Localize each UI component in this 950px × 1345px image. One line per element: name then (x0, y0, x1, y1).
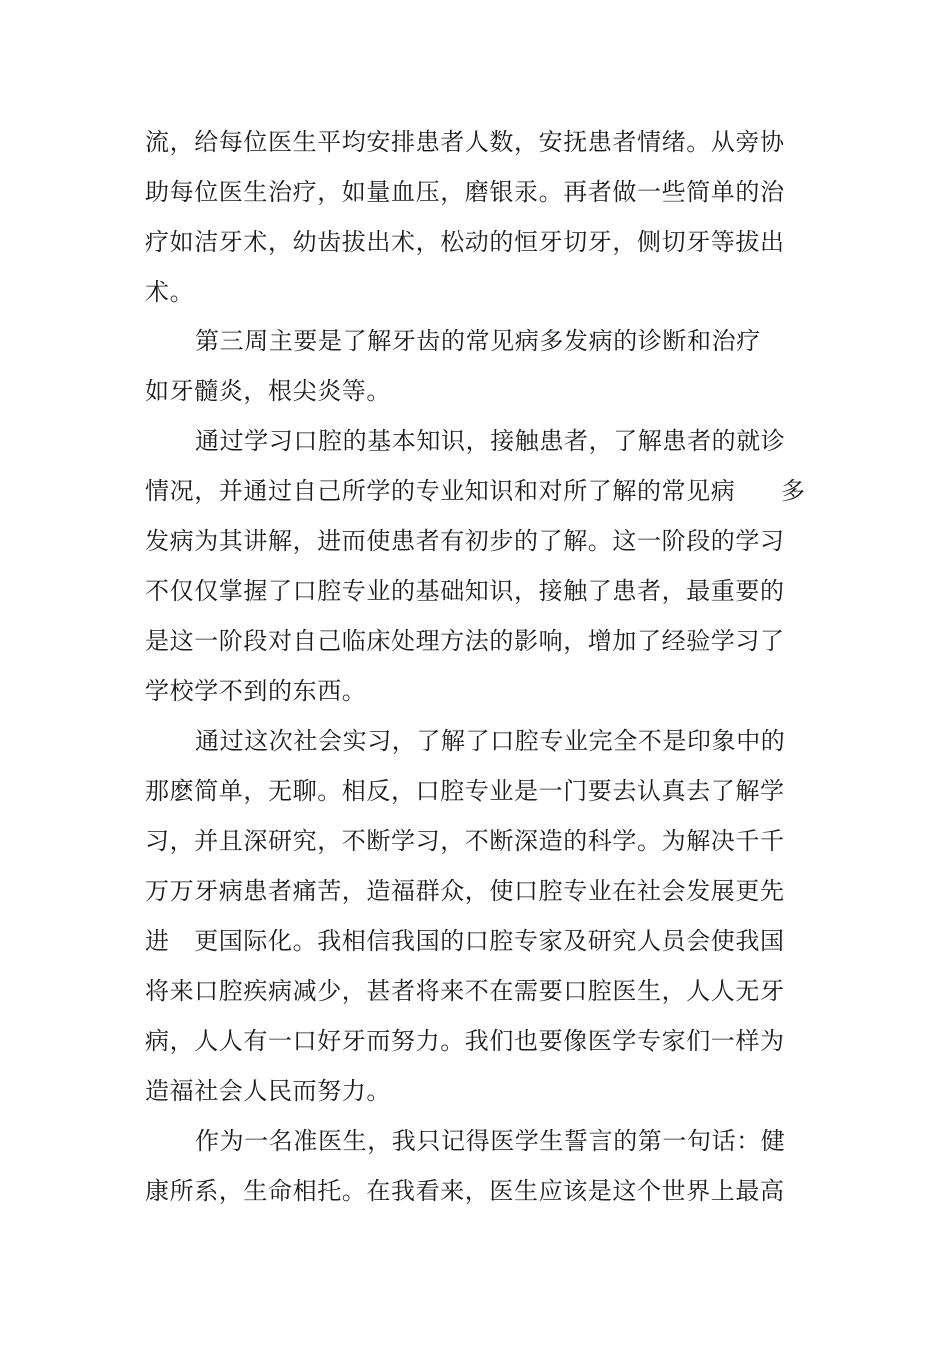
text-line: 情况，并通过自己所学的专业知识和对所了解的常见病 (145, 477, 736, 505)
paragraph-first-line: 作为一名准医生，我只记得医学生誓言的第一句话：健 (195, 1127, 786, 1155)
text-line: 进 更国际化。我相信我国的口腔专家及研究人员会使我国 (145, 927, 785, 955)
stray-character: 多 (781, 477, 805, 505)
text-line: 如牙髓炎，根尖炎等。 (145, 377, 391, 405)
text-line: 将来口腔疾病减少，甚者将来不在需要口腔医生，人人无牙 (145, 977, 785, 1005)
text-line: 康所系，生命相托。在我看来，医生应该是这个世界上最高 (145, 1177, 785, 1205)
text-line: 助每位医生治疗，如量血压，磨银汞。再者做一些简单的治 (145, 178, 785, 206)
text-line: 术。 (145, 278, 195, 306)
paragraph-first-line: 第三周主要是了解牙齿的常见病多发病的诊断和治疗 (195, 327, 761, 355)
text-line: 万万牙病患者痛苦，造福群众，使口腔专业在社会发展更先 (145, 877, 785, 905)
text-line: 疗如洁牙术，幼齿拔出术，松动的恒牙切牙，侧切牙等拔出 (145, 228, 785, 256)
text-line: 流，给每位医生平均安排患者人数，安抚患者情绪。从旁协 (145, 128, 785, 156)
text-line: 发病为其讲解，进而使患者有初步的了解。这一阶段的学习 (145, 527, 785, 555)
text-line: 是这一阶段对自己临床处理方法的影响，增加了经验学习了 (145, 627, 785, 655)
paragraph-first-line: 通过这次社会实习，了解了口腔专业完全不是印象中的 (195, 727, 786, 755)
text-line: 习，并且深研究，不断学习，不断深造的科学。为解决千千 (145, 827, 785, 855)
paragraph-first-line: 通过学习口腔的基本知识，接触患者，了解患者的就诊 (195, 427, 786, 455)
text-line: 学校学不到的东西。 (145, 677, 367, 705)
text-line: 那麽简单，无聊。相反，口腔专业是一门要去认真去了解学 (145, 777, 785, 805)
text-line: 病，人人有一口好牙而努力。我们也要像医学专家们一样为 (145, 1027, 785, 1055)
text-line: 造福社会人民而努力。 (145, 1077, 391, 1105)
text-line: 不仅仅掌握了口腔专业的基础知识，接触了患者，最重要的 (145, 577, 785, 605)
